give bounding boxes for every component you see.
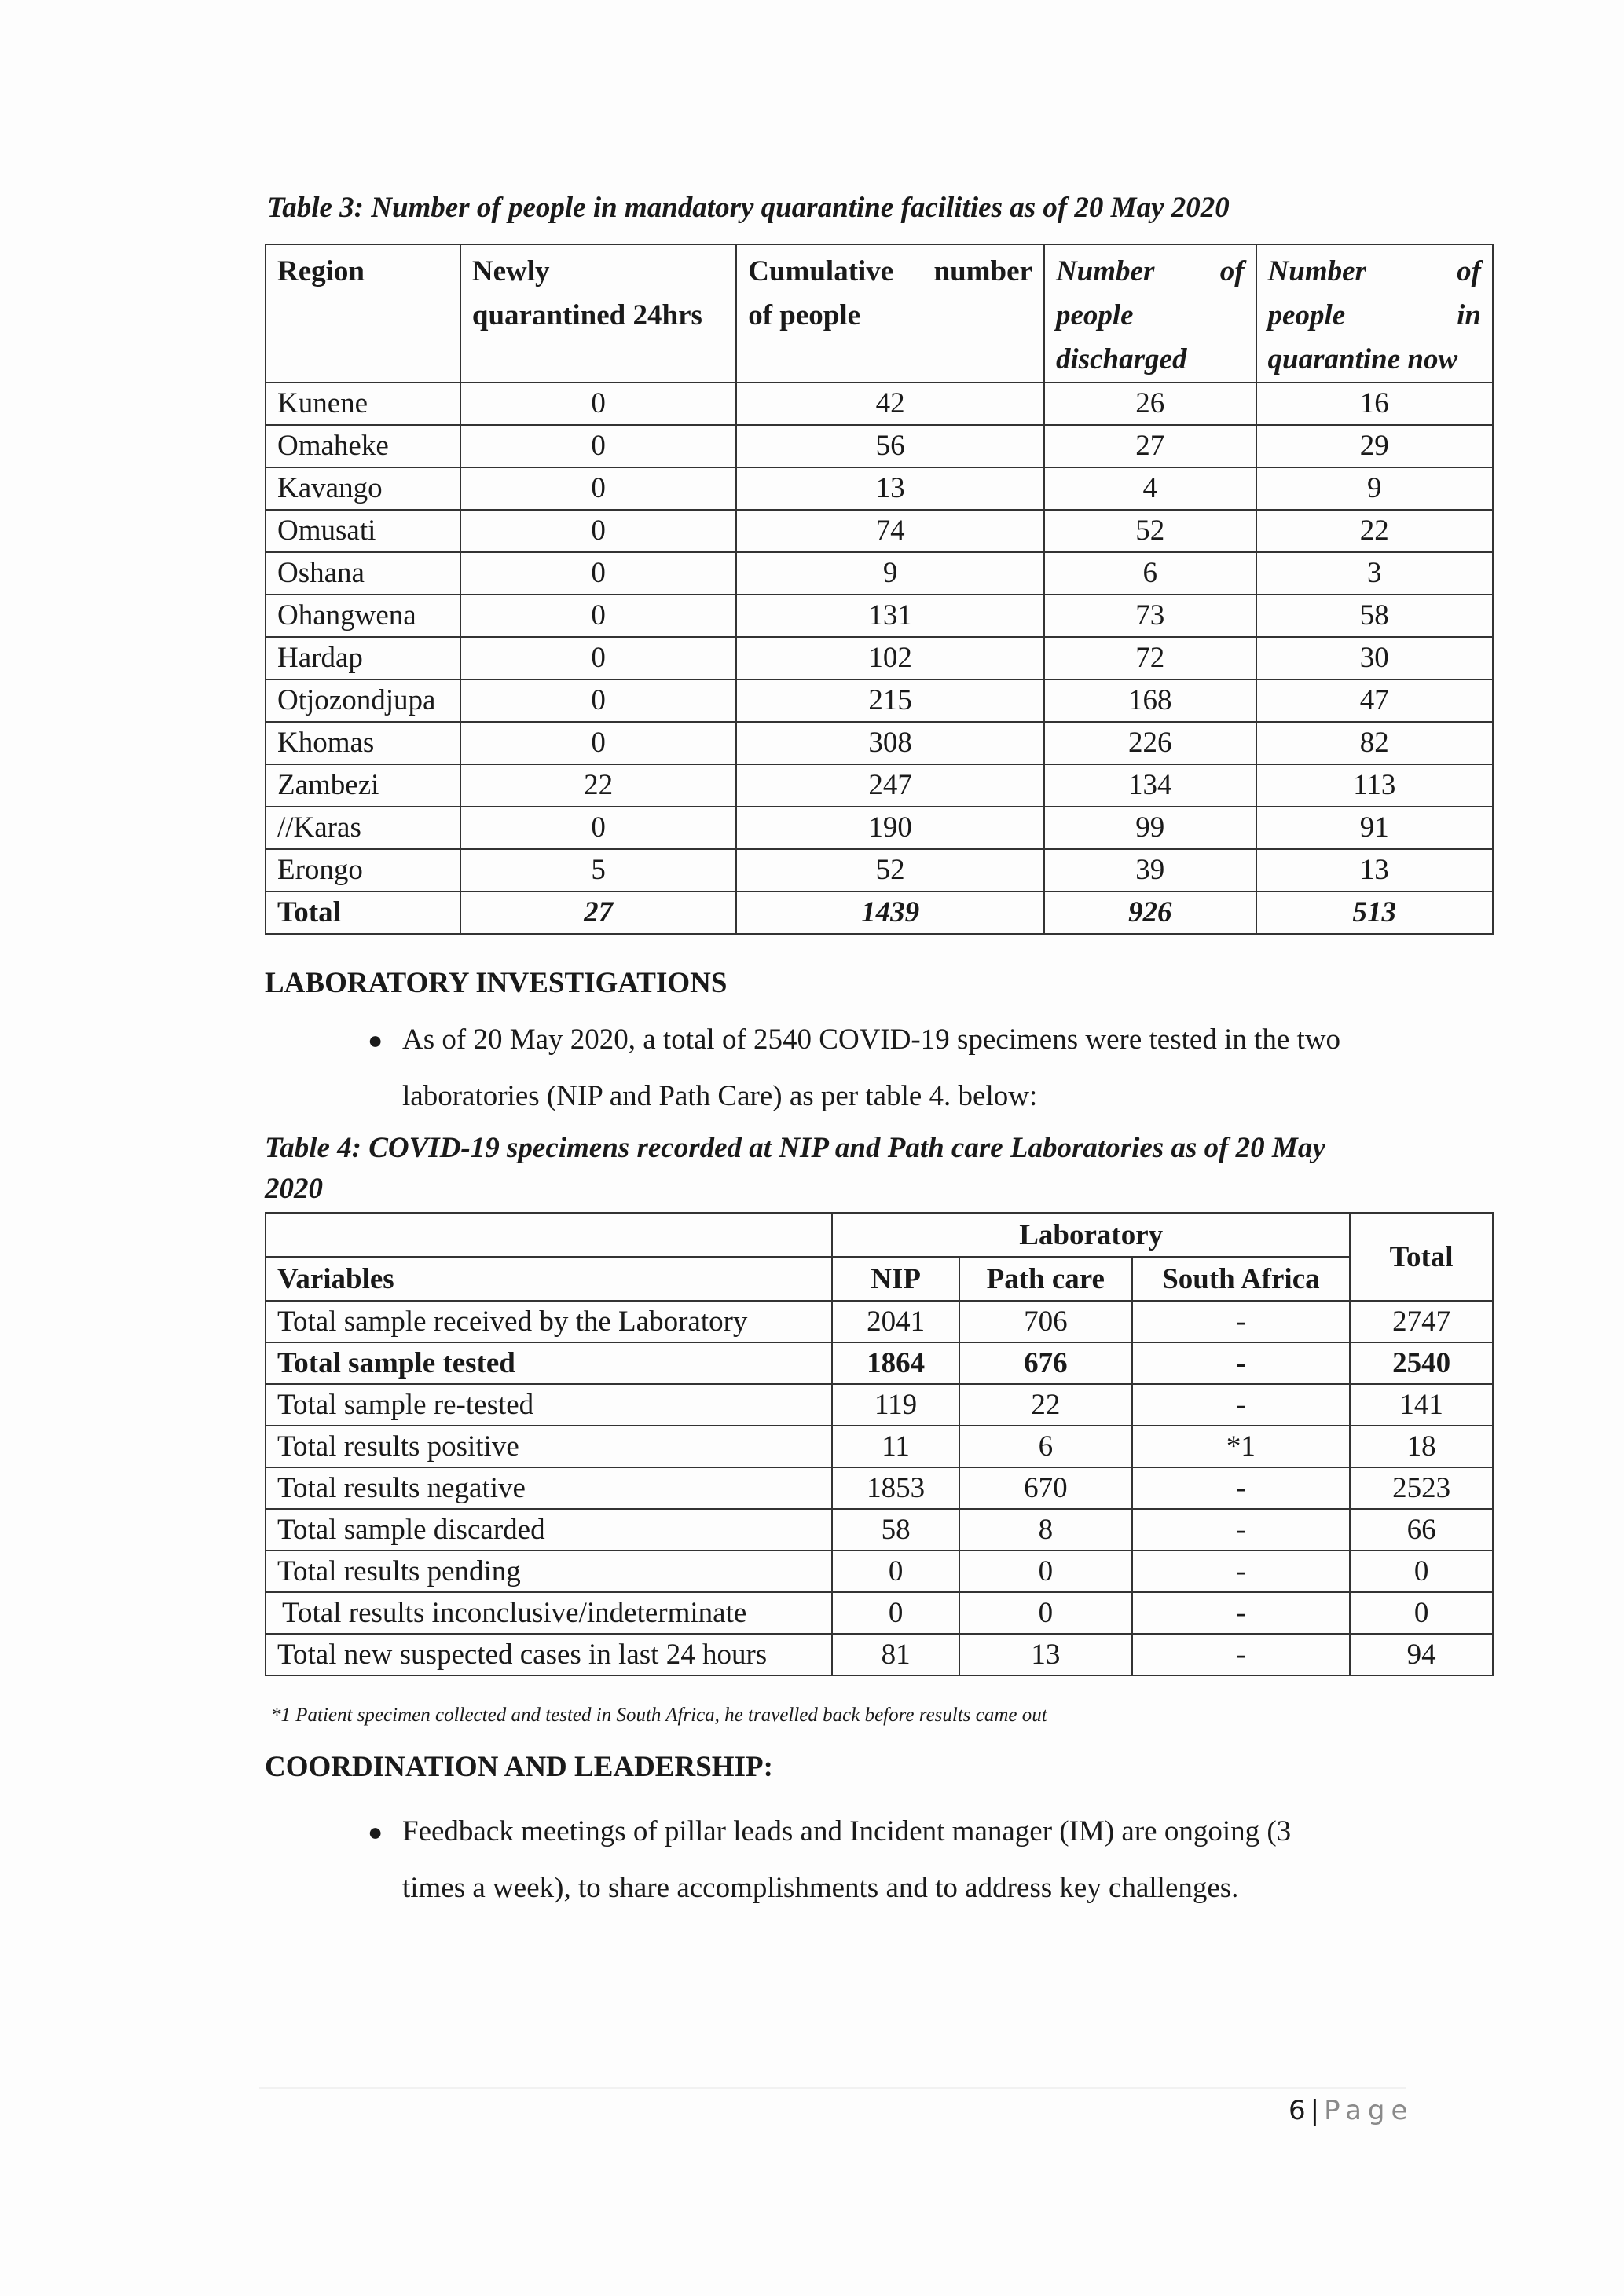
total-newly: 27 xyxy=(460,892,736,934)
variable-cell: Total sample received by the Laboratory xyxy=(266,1301,832,1342)
header-text: quarantined 24hrs xyxy=(471,299,702,331)
footer-divider xyxy=(259,2087,1406,2089)
discharged-cell: 72 xyxy=(1044,637,1256,679)
now-cell: 91 xyxy=(1256,807,1493,849)
table4-footnote: *1 Patient specimen collected and tested in South Africa, he travelled back before results came out xyxy=(271,1705,1047,1726)
now-cell: 29 xyxy=(1256,425,1493,467)
cumulative-cell: 74 xyxy=(736,510,1044,552)
now-cell: 58 xyxy=(1256,595,1493,637)
discharged-cell: 26 xyxy=(1044,383,1256,425)
bullet-text: laboratories (NIP and Path Care) as per table 4. below: xyxy=(402,1080,1038,1112)
discharged-cell: 168 xyxy=(1044,679,1256,722)
total-discharged: 926 xyxy=(1044,892,1256,934)
cumulative-cell: 215 xyxy=(736,679,1044,722)
table-row xyxy=(266,807,1493,849)
bullet-text: As of 20 May 2020, a total of 2540 COVID-19 specimens were tested in the two xyxy=(402,1023,1341,1056)
discharged-cell: 134 xyxy=(1044,764,1256,807)
total-label: Total xyxy=(266,892,460,934)
pathcare-cell: 8 xyxy=(959,1509,1132,1551)
table-row xyxy=(266,1634,1493,1675)
page-number-value: 6 xyxy=(1289,2095,1306,2126)
page-label: Page xyxy=(1324,2095,1414,2126)
header-variables: Variables xyxy=(266,1257,832,1301)
total-cell: 2523 xyxy=(1350,1467,1493,1509)
now-cell: 82 xyxy=(1256,722,1493,764)
cumulative-cell: 308 xyxy=(736,722,1044,764)
total-cell: 66 xyxy=(1350,1509,1493,1551)
total-cell: 18 xyxy=(1350,1426,1493,1467)
caption-text: Table 4: COVID-19 specimens recorded at NIP and Path care Laboratories as of 20 May xyxy=(265,1132,1325,1164)
nip-cell: 1864 xyxy=(832,1342,959,1384)
laboratory-heading: LABORATORY INVESTIGATIONS xyxy=(265,967,728,999)
table-row xyxy=(266,1384,1493,1426)
pathcare-cell: 670 xyxy=(959,1467,1132,1509)
discharged-cell: 39 xyxy=(1044,849,1256,892)
newly-cell: 0 xyxy=(460,679,736,722)
variable-cell: Total results positive xyxy=(266,1426,832,1467)
variable-cell: Total new suspected cases in last 24 hours xyxy=(266,1634,832,1675)
nip-cell: 11 xyxy=(832,1426,959,1467)
header-text: Number of xyxy=(1055,255,1245,287)
region-cell: Zambezi xyxy=(266,764,460,807)
region-cell: Kavango xyxy=(266,467,460,510)
region-cell: Hardap xyxy=(266,637,460,679)
header-text: Cumulative number xyxy=(748,255,1032,287)
discharged-cell: 226 xyxy=(1044,722,1256,764)
table-header-row xyxy=(266,1213,1493,1257)
nip-cell: 119 xyxy=(832,1384,959,1426)
newly-cell: 0 xyxy=(460,595,736,637)
total-row xyxy=(266,892,1493,934)
south-africa-cell: - xyxy=(1132,1592,1351,1634)
variable-cell: Total sample discarded xyxy=(266,1509,832,1551)
table-row xyxy=(266,1509,1493,1551)
coordination-heading: COORDINATION AND LEADERSHIP: xyxy=(265,1751,773,1783)
table-row xyxy=(266,467,1493,510)
south-africa-cell: - xyxy=(1132,1634,1351,1675)
header-region: Region xyxy=(266,244,460,383)
cumulative-cell: 56 xyxy=(736,425,1044,467)
table-row xyxy=(266,1592,1493,1634)
table-row xyxy=(266,595,1493,637)
south-africa-cell: - xyxy=(1132,1551,1351,1592)
bullet-icon: ● xyxy=(368,1026,383,1054)
newly-cell: 0 xyxy=(460,637,736,679)
table-header-row xyxy=(266,1257,1493,1301)
header-text: discharged xyxy=(1055,343,1187,375)
discharged-cell: 6 xyxy=(1044,552,1256,595)
region-cell: //Karas xyxy=(266,807,460,849)
header-newly-quarantined xyxy=(460,244,736,383)
now-cell: 22 xyxy=(1256,510,1493,552)
region-cell: Kunene xyxy=(266,383,460,425)
region-cell: Omaheke xyxy=(266,425,460,467)
total-cell: 0 xyxy=(1350,1551,1493,1592)
header-text: people xyxy=(1055,299,1134,331)
variable-cell: Total results negative xyxy=(266,1467,832,1509)
discharged-cell: 73 xyxy=(1044,595,1256,637)
table-header-row xyxy=(266,244,1493,383)
nip-cell: 58 xyxy=(832,1509,959,1551)
table-row xyxy=(266,722,1493,764)
coordination-bullet xyxy=(368,1803,1292,1917)
table-row xyxy=(266,1467,1493,1509)
south-africa-cell: - xyxy=(1132,1301,1351,1342)
header-text: people in xyxy=(1267,299,1481,331)
newly-cell: 5 xyxy=(460,849,736,892)
total-cell: 94 xyxy=(1350,1634,1493,1675)
nip-cell: 0 xyxy=(832,1592,959,1634)
caption-text: 2020 xyxy=(265,1173,323,1205)
cumulative-cell: 42 xyxy=(736,383,1044,425)
header-text: Number of xyxy=(1267,255,1481,287)
header-in-quarantine-now xyxy=(1256,244,1493,383)
header-cumulative xyxy=(736,244,1044,383)
region-cell: Ohangwena xyxy=(266,595,460,637)
pathcare-cell: 706 xyxy=(959,1301,1132,1342)
south-africa-cell: - xyxy=(1132,1384,1351,1426)
pathcare-cell: 6 xyxy=(959,1426,1132,1467)
cumulative-cell: 190 xyxy=(736,807,1044,849)
newly-cell: 0 xyxy=(460,467,736,510)
newly-cell: 22 xyxy=(460,764,736,807)
nip-cell: 1853 xyxy=(832,1467,959,1509)
pathcare-cell: 22 xyxy=(959,1384,1132,1426)
quarantine-table xyxy=(265,244,1494,935)
region-cell: Oshana xyxy=(266,552,460,595)
header-text: of people xyxy=(748,299,861,331)
header-total: Total xyxy=(1350,1213,1493,1301)
table-row xyxy=(266,552,1493,595)
table-row xyxy=(266,1551,1493,1592)
discharged-cell: 99 xyxy=(1044,807,1256,849)
discharged-cell: 27 xyxy=(1044,425,1256,467)
newly-cell: 0 xyxy=(460,383,736,425)
newly-cell: 0 xyxy=(460,425,736,467)
newly-cell: 0 xyxy=(460,807,736,849)
pathcare-cell: 13 xyxy=(959,1634,1132,1675)
now-cell: 113 xyxy=(1256,764,1493,807)
total-cell: 2747 xyxy=(1350,1301,1493,1342)
now-cell: 16 xyxy=(1256,383,1493,425)
page-separator: | xyxy=(1310,2095,1320,2126)
table-row xyxy=(266,383,1493,425)
table-row xyxy=(266,1342,1493,1384)
discharged-cell: 4 xyxy=(1044,467,1256,510)
region-cell: Omusati xyxy=(266,510,460,552)
region-cell: Otjozondjupa xyxy=(266,679,460,722)
variable-cell: Total sample re-tested xyxy=(266,1384,832,1426)
discharged-cell: 52 xyxy=(1044,510,1256,552)
page-number xyxy=(1289,2095,1413,2126)
cumulative-cell: 52 xyxy=(736,849,1044,892)
header-text: Newly xyxy=(471,255,550,287)
bullet-text: times a week), to share accomplishments and to address key challenges. xyxy=(402,1872,1239,1904)
pathcare-cell: 0 xyxy=(959,1592,1132,1634)
now-cell: 47 xyxy=(1256,679,1493,722)
table-row xyxy=(266,849,1493,892)
south-africa-cell: - xyxy=(1132,1467,1351,1509)
total-cell: 2540 xyxy=(1350,1342,1493,1384)
cumulative-cell: 247 xyxy=(736,764,1044,807)
now-cell: 13 xyxy=(1256,849,1493,892)
region-cell: Erongo xyxy=(266,849,460,892)
header-discharged xyxy=(1044,244,1256,383)
cumulative-cell: 13 xyxy=(736,467,1044,510)
pathcare-cell: 676 xyxy=(959,1342,1132,1384)
table4-caption xyxy=(265,1128,1325,1210)
total-cell: 0 xyxy=(1350,1592,1493,1634)
cumulative-cell: 131 xyxy=(736,595,1044,637)
newly-cell: 0 xyxy=(460,722,736,764)
now-cell: 30 xyxy=(1256,637,1493,679)
laboratory-table xyxy=(265,1212,1494,1676)
nip-cell: 0 xyxy=(832,1551,959,1592)
bullet-text: Feedback meetings of pillar leads and Incident manager (IM) are ongoing (3 xyxy=(402,1815,1292,1847)
bullet-icon: ● xyxy=(368,1818,383,1846)
table-row xyxy=(266,637,1493,679)
variable-cell: Total sample tested xyxy=(266,1342,832,1384)
newly-cell: 0 xyxy=(460,510,736,552)
variable-cell: Total results pending xyxy=(266,1551,832,1592)
header-laboratory-group: Laboratory xyxy=(832,1213,1350,1257)
laboratory-bullet xyxy=(368,1012,1341,1125)
table-row xyxy=(266,764,1493,807)
table-row xyxy=(266,1426,1493,1467)
table-row xyxy=(266,425,1493,467)
south-africa-cell: - xyxy=(1132,1509,1351,1551)
variable-cell: Total results inconclusive/indeterminate xyxy=(266,1592,832,1634)
pathcare-cell: 0 xyxy=(959,1551,1132,1592)
header-pathcare: Path care xyxy=(959,1257,1132,1301)
now-cell: 9 xyxy=(1256,467,1493,510)
table3-caption: Table 3: Number of people in mandatory quarantine facilities as of 20 May 2020 xyxy=(267,192,1230,224)
total-cell: 141 xyxy=(1350,1384,1493,1426)
table-row xyxy=(266,510,1493,552)
header-south-africa: South Africa xyxy=(1132,1257,1351,1301)
header-text: quarantine now xyxy=(1267,343,1458,375)
header-nip: NIP xyxy=(832,1257,959,1301)
now-cell: 3 xyxy=(1256,552,1493,595)
table-row xyxy=(266,679,1493,722)
nip-cell: 2041 xyxy=(832,1301,959,1342)
total-cumulative: 1439 xyxy=(736,892,1044,934)
cumulative-cell: 102 xyxy=(736,637,1044,679)
south-africa-cell: - xyxy=(1132,1342,1351,1384)
table-row xyxy=(266,1301,1493,1342)
header-empty xyxy=(266,1213,832,1257)
newly-cell: 0 xyxy=(460,552,736,595)
nip-cell: 81 xyxy=(832,1634,959,1675)
cumulative-cell: 9 xyxy=(736,552,1044,595)
south-africa-cell: *1 xyxy=(1132,1426,1351,1467)
region-cell: Khomas xyxy=(266,722,460,764)
total-now: 513 xyxy=(1256,892,1493,934)
